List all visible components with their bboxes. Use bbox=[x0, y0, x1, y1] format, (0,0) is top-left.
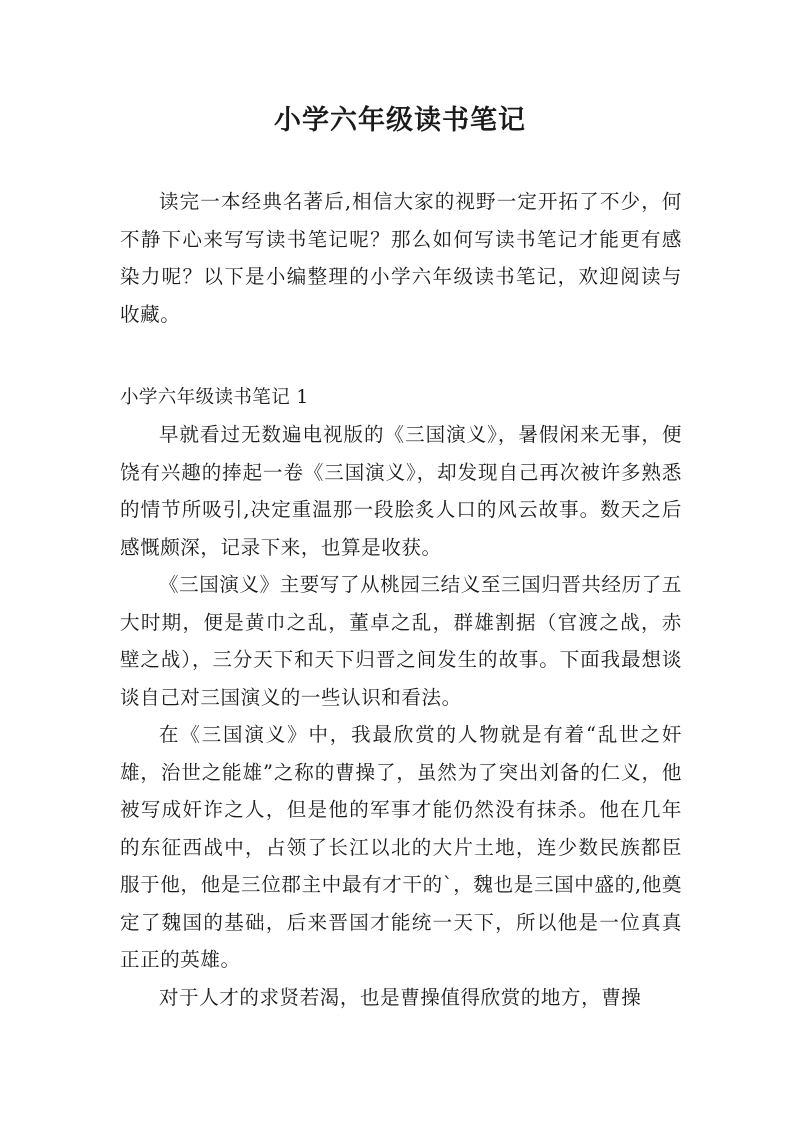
body-paragraph: 早就看过无数遍电视版的《三国演义》，暑假闲来无事，便饶有兴趣的捧起一卷《三国演义》，却发现自己再次被许多熟悉的情节所吸引,决定重温那一段脍炙人口的风云故事。数天之后感慨颇深，记录下来，也算是收获。 bbox=[120, 423, 682, 559]
body-paragraph: 《三国演义》主要写了从桃园三结义至三国归晋共经历了五大时期，便是黄巾之乱，董卓之乱，群雄割据（官渡之战，赤壁之战），三分天下和天下归晋之间发生的故事。下面我最想谈谈自己对三国演义的一些认识和看法。 bbox=[120, 573, 682, 709]
document-body bbox=[120, 183, 682, 1016]
section-heading: 小学六年级读书笔记 1 bbox=[120, 387, 309, 408]
intro-paragraph: 读完一本经典名著后,相信大家的视野一定开拓了不少，何不静下心来写写读书笔记呢？那么如何写读书笔记才能更有感染力呢？以下是小编整理的小学六年级读书笔记，欢迎阅读与收藏。 bbox=[120, 190, 682, 326]
body-paragraph: 对于人才的求贤若渴，也是曹操值得欣赏的地方，曹操 bbox=[159, 985, 642, 1009]
body-paragraph: 在《三国演义》中，我最欣赏的人物就是有着“乱世之奸雄，治世之能雄”之称的曹操了，虽然为了突出刘备的仁义，他被写成奸诈之人，但是他的军事才能仍然没有抹杀。他在几年的东征西战中，占领了长江以北的大片土地，连少数民族都臣服于他，他是三位郡主中最有才干的`，魏也是三国中盛的,他奠定了魏国的基础，后来晋国才能统一天下，所以他是一位真真正正的英雄。 bbox=[120, 723, 682, 971]
document-title: 小学六年级读书笔记 bbox=[274, 105, 526, 136]
